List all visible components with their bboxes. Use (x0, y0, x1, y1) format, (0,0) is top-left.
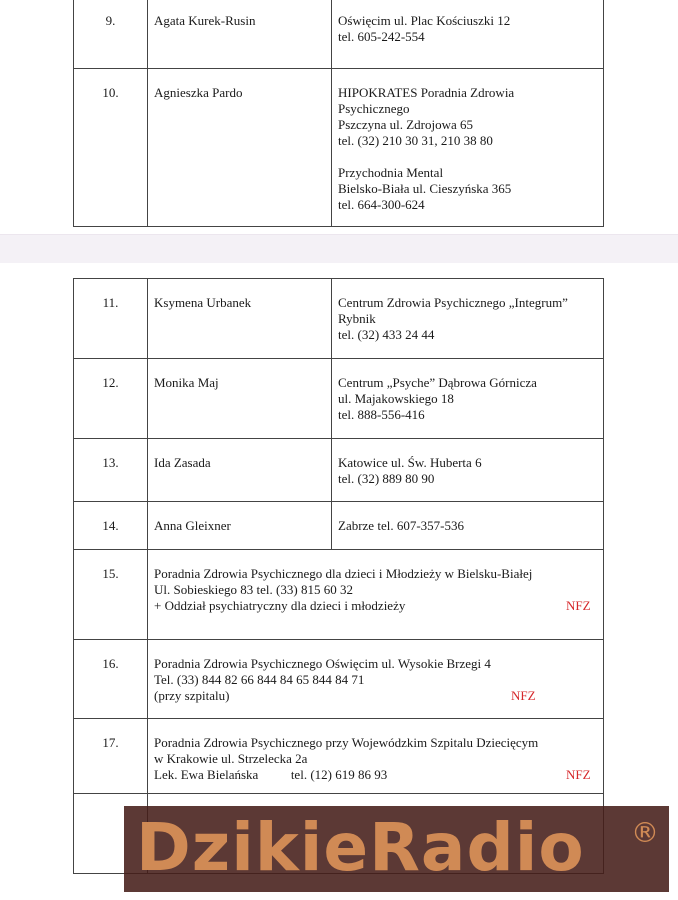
info-line: Katowice ul. Św. Huberta 6 (338, 455, 482, 470)
table-row (74, 640, 604, 719)
info-line: Ul. Sobieskiego 83 tel. (33) 815 60 32 (154, 582, 353, 597)
info-line: tel. (32) 889 80 90 (338, 471, 435, 486)
info-line: Zabrze tel. 607-357-536 (338, 518, 464, 533)
clinic-info (148, 640, 603, 704)
info-line: Centrum „Psyche” Dąbrowa Górnicza (338, 375, 537, 390)
clinic-info (148, 719, 603, 783)
nfz-label: NFZ (566, 767, 591, 782)
info-line: Pszczyna ul. Zdrojowa 65 (338, 117, 474, 132)
therapist-name: Monika Maj (154, 375, 219, 390)
table-row (74, 359, 604, 439)
watermark-text: DzikieRadio (136, 809, 585, 886)
therapist-name: Agnieszka Pardo (154, 85, 243, 100)
contact-info (332, 279, 603, 343)
clinic-info (148, 550, 603, 614)
info-line: Poradnia Zdrowia Psychicznego przy Wojewódzkim Szpitalu Dziecięcym (154, 735, 539, 750)
therapist-name: Agata Kurek-Rusin (154, 13, 256, 28)
info-line: tel. (32) 210 30 31, 210 38 80 (338, 133, 493, 148)
info-line: tel. 605-242-554 (338, 29, 425, 44)
info-line: tel. 664-300-624 (338, 197, 425, 212)
table-row (74, 279, 604, 359)
contact-info (332, 0, 603, 45)
info-line: ul. Majakowskiego 18 (338, 391, 454, 406)
contact-info (332, 359, 603, 423)
document-page-2 (0, 263, 678, 900)
info-line-text: + Oddział psychiatryczny dla dzieci i młodzieży (154, 598, 406, 613)
info-line: HIPOKRATES Poradnia Zdrowia (338, 85, 515, 100)
row-number: 11. (102, 295, 119, 310)
row-number: 10. (102, 85, 119, 100)
info-line (154, 767, 597, 783)
row-number: 16. (102, 656, 119, 671)
therapist-name: Ksymena Urbanek (154, 295, 252, 310)
contact-table-2 (73, 278, 604, 874)
info-line: w Krakowie ul. Strzelecka 2a (154, 751, 308, 766)
contact-info (332, 69, 603, 213)
info-line: Psychicznego (338, 101, 410, 116)
page-separator (0, 234, 678, 264)
info-line (154, 598, 597, 614)
row-number: 13. (102, 455, 119, 470)
document-page-1 (0, 0, 678, 234)
info-line-text: Lek. Ewa Bielańska tel. (12) 619 86 93 (154, 767, 388, 782)
row-number: 9. (105, 13, 116, 28)
info-line: Przychodnia Mental (338, 165, 444, 180)
nfz-label: NFZ (566, 598, 591, 613)
info-line-text: (przy szpitalu) (154, 688, 230, 703)
table-row (74, 502, 604, 550)
contact-info (332, 439, 603, 487)
info-line (154, 688, 597, 704)
table-row (74, 439, 604, 502)
row-number: 17. (102, 735, 119, 750)
contact-info (332, 502, 603, 534)
row-number: 12. (102, 375, 119, 390)
info-line: Centrum Zdrowia Psychicznego „Integrum” (338, 295, 568, 310)
info-line: tel. (32) 433 24 44 (338, 327, 435, 342)
row-number: 14. (102, 518, 119, 533)
table-row (74, 550, 604, 640)
info-line: Tel. (33) 844 82 66 844 84 65 844 84 71 (154, 672, 365, 687)
therapist-name: Ida Zasada (154, 455, 211, 470)
row-number: 15. (102, 566, 119, 581)
registered-mark: ® (631, 816, 659, 849)
info-line (338, 149, 597, 165)
info-line: Oświęcim ul. Plac Kościuszki 12 (338, 13, 511, 28)
contact-table-1 (73, 0, 604, 227)
table-row (74, 0, 604, 69)
info-line: Bielsko-Biała ul. Cieszyńska 365 (338, 181, 512, 196)
info-line: tel. 888-556-416 (338, 407, 425, 422)
table-row (74, 719, 604, 794)
watermark-logo (124, 806, 669, 892)
therapist-name: Anna Gleixner (154, 518, 231, 533)
info-line: Poradnia Zdrowia Psychicznego dla dzieci i Młodzieży w Bielsku-Białej (154, 566, 533, 581)
info-line: Poradnia Zdrowia Psychicznego Oświęcim ul. Wysokie Brzegi 4 (154, 656, 491, 671)
nfz-label: NFZ (511, 688, 536, 703)
info-line: Rybnik (338, 311, 376, 326)
table-row (74, 69, 604, 227)
